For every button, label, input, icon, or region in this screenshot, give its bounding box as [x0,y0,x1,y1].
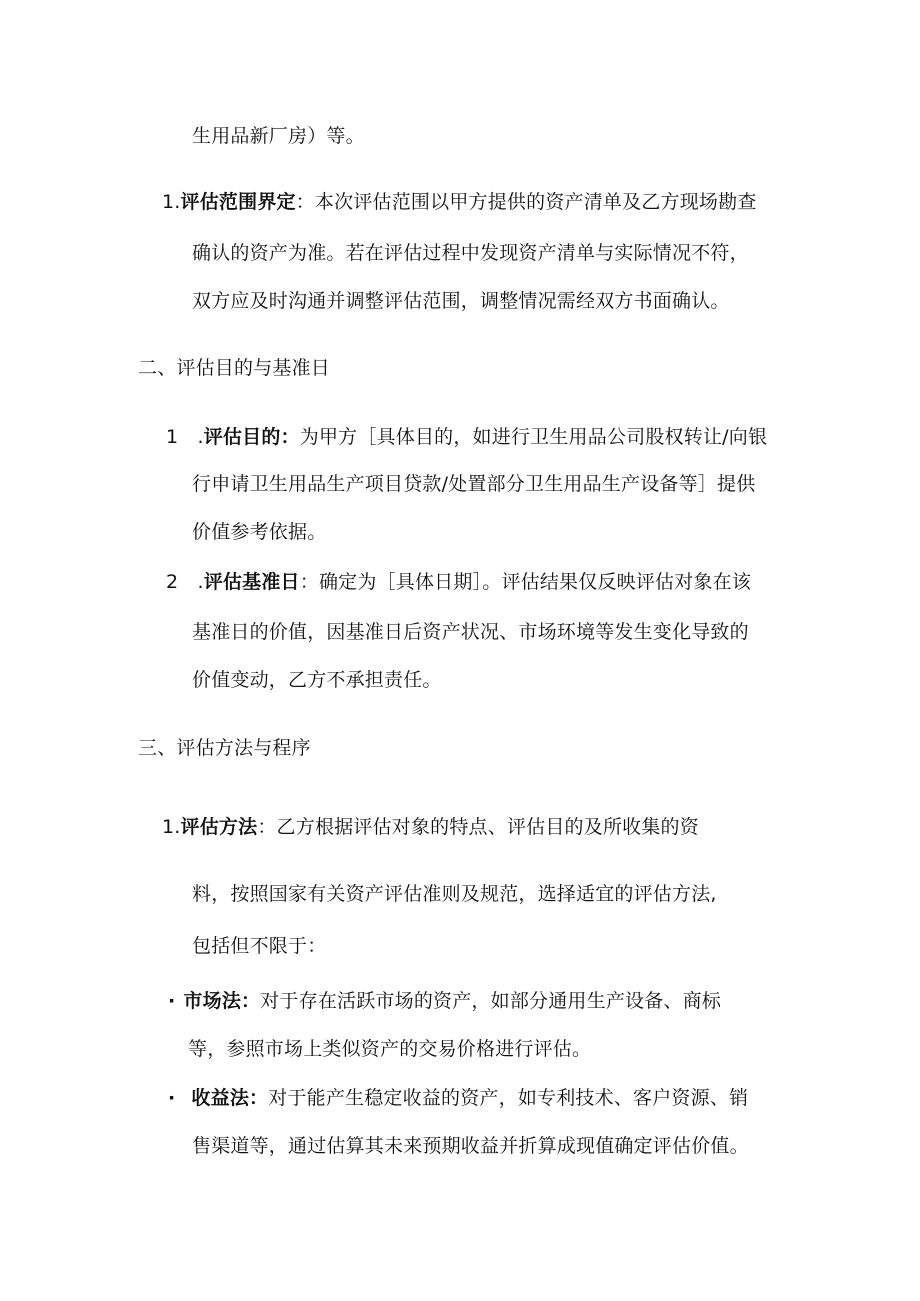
section-3-bullet-2-text-2: 售渠道等，通过估算其未来预期收益并折算成现值确定评估价值。 [192,1135,749,1157]
section-3-bullet-2-text-1: 对于能产生稳定收益的资产，如专利技术、客户资源、销 [268,1087,749,1109]
section-2-item-1-title: 评估目的： [203,426,300,448]
section-3-item-1-line-1 [162,814,699,840]
section-2-item-2-line-2 [192,619,749,645]
scope-item-line-3 [192,288,730,314]
section-3-item-1-title: 评估方法 [180,816,258,838]
scope-item-line-1 [162,189,757,215]
section-3-bullet-1-title: 市场法： [183,990,261,1012]
section-3-item-1-line-2 [192,881,717,907]
section-2-item-2-text-3: 价值变动，乙方不承担责任。 [192,669,442,691]
section-3-item-1-text-1: ：乙方根据评估对象的特点、评估目的及所收集的资 [257,816,699,838]
section-3-bullet-1-line-1 [168,988,721,1014]
section-2-item-1-line-1 [166,424,767,450]
scope-item-number: 1. [162,191,181,213]
section-3-heading [138,735,311,761]
section-3-bullet-2-line-1 [168,1085,748,1111]
section-3-item-1-text-3: 包括但不限于： [192,935,327,957]
section-3-bullet-2-title: 收益法： [191,1087,269,1109]
section-2-item-2-text-1: ：确定为［具体日期］。评估结果仅反映评估对象在该 [299,571,752,593]
section-2-item-1-text-3: 价值参考依据。 [192,521,327,543]
section-3-item-1-number: 1. [162,816,181,838]
scope-item-line-2 [192,240,749,266]
section-2-item-2-line-3 [192,667,442,693]
section-2-item-1-line-2 [192,471,755,497]
scope-item-title: 评估范围界定 [180,191,296,213]
section-3-heading-text: 三、评估方法与程序 [138,737,311,759]
section-3-item-1-line-3 [192,933,326,959]
section-2-item-2-line-1 [166,569,751,595]
section-2-item-2-number: 2 . [166,571,204,593]
section-3-item-1-text-2: 料，按照国家有关资产评估准则及规范，选择适宜的评估方法, [192,883,717,905]
section-2-item-1-text-1: 为甲方［具体目的，如进行卫生用品公司股权转让/向银 [299,426,768,448]
intro-tail-text [192,123,365,149]
section-2-item-1-text-2: 行申请卫生用品生产项目贷款/处置部分卫生用品生产设备等］提供 [192,473,756,495]
section-2-item-1-line-3 [192,519,326,545]
bullet-marker: · [168,1087,176,1109]
scope-item-text-2: 确认的资产为准。若在评估过程中发现资产清单与实际情况不符， [192,242,749,264]
scope-item-text-1: ：本次评估范围以甲方提供的资产清单及乙方现场勘查 [295,191,757,213]
section-3-bullet-2-line-2 [192,1133,749,1159]
section-2-item-2-text-2: 基准日的价值，因基准日后资产状况、市场环境等发生变化导致的 [192,621,749,643]
section-2-heading-text: 二、评估目的与基准日 [138,357,331,379]
section-2-item-1-number: 1 . [166,426,204,448]
bullet-marker: · [168,990,176,1012]
section-2-item-2-title: 评估基准日 [203,571,300,593]
section-3-bullet-1-text-1: 对于存在活跃市场的资产，如部分通用生产设备、商标 [260,990,722,1012]
section-3-bullet-1-line-2 [188,1036,591,1062]
section-2-heading [138,355,330,381]
intro-tail: 生用品新厂房）等。 [192,125,365,147]
section-3-bullet-1-text-2: 等，参照市场上类似资产的交易价格进行评估。 [188,1038,592,1060]
scope-item-text-3: 双方应及时沟通并调整评估范围，调整情况需经双方书面确认。 [192,290,730,312]
